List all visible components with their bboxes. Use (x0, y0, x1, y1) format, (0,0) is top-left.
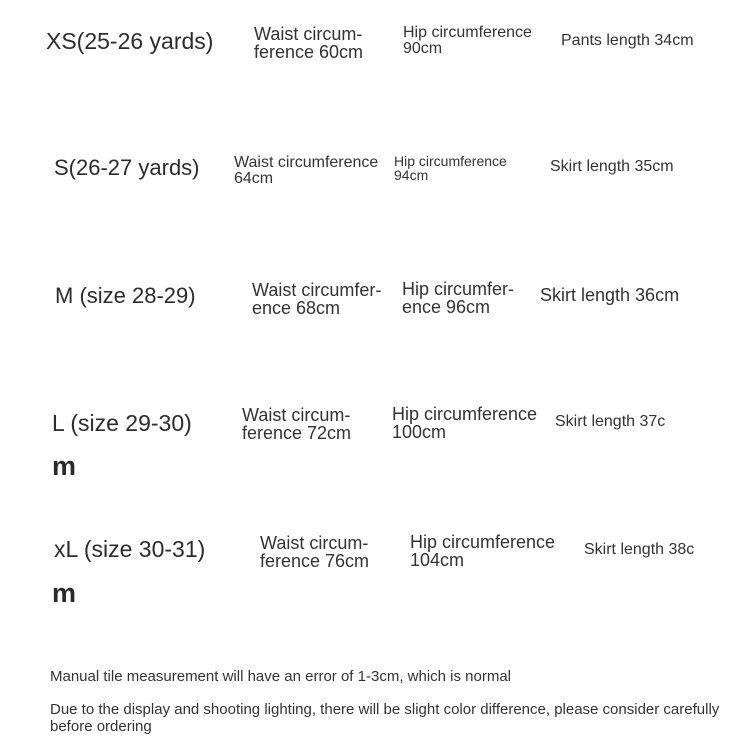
length-l-continuation: m (52, 451, 77, 481)
hip-m (402, 280, 514, 316)
hip-m-line2: ence 96cm (402, 297, 491, 317)
length-l: Skirt length 37c (555, 413, 666, 430)
waist-s-line1: Waist circumference (234, 154, 379, 171)
waist-xs-line1: Waist circum- (254, 24, 363, 44)
waist-xl-line2: ference 76cm (260, 551, 370, 571)
note-color-difference: Due to the display and shooting lighting, there will be slight color difference, please consider carefully before ordering (50, 701, 720, 735)
hip-xs (403, 25, 532, 57)
hip-m-line1: Hip circumfer- (402, 279, 515, 299)
hip-s (394, 154, 507, 182)
waist-m-line1: Waist circumfer- (252, 280, 382, 300)
waist-s-line2: 64cm (234, 170, 274, 187)
hip-xl-line2: 104cm (410, 550, 465, 570)
waist-l-line1: Waist circum- (242, 405, 351, 425)
size-label-xl: xL (size 30-31) (54, 536, 206, 562)
hip-l (392, 405, 537, 441)
hip-xs-line2: 90cm (403, 40, 443, 57)
hip-s-line2: 94cm (394, 167, 429, 183)
waist-xs-line2: ference 60cm (254, 42, 364, 62)
size-label-l: L (size 29-30) (52, 410, 192, 436)
note-measurement-error: Manual tile measurement will have an error of 1-3cm, which is normal (50, 668, 512, 685)
size-label-m: M (size 28-29) (55, 283, 196, 308)
hip-xl (410, 533, 555, 569)
length-xl: Skirt length 38c (584, 541, 695, 558)
waist-l (242, 406, 351, 442)
length-s: Skirt length 35cm (550, 158, 674, 175)
waist-xl-line1: Waist circum- (260, 533, 369, 553)
hip-xs-line1: Hip circumference (403, 24, 532, 41)
waist-xs (254, 25, 363, 61)
length-m: Skirt length 36cm (540, 285, 680, 305)
hip-l-line1: Hip circumference (392, 404, 538, 424)
waist-m (252, 281, 381, 317)
size-label-xs: XS(25-26 yards) (46, 28, 214, 54)
hip-xl-line1: Hip circumference (410, 532, 556, 552)
length-xs: Pants length 34cm (561, 32, 694, 49)
size-label-s: S(26-27 yards) (54, 155, 200, 180)
hip-l-line2: 100cm (392, 422, 447, 442)
length-xl-continuation: m (52, 578, 77, 608)
waist-s (234, 155, 378, 187)
waist-m-line2: ence 68cm (252, 298, 341, 318)
hip-s-line1: Hip circumference (394, 153, 507, 169)
waist-xl (260, 534, 369, 570)
waist-l-line2: ference 72cm (242, 423, 352, 443)
